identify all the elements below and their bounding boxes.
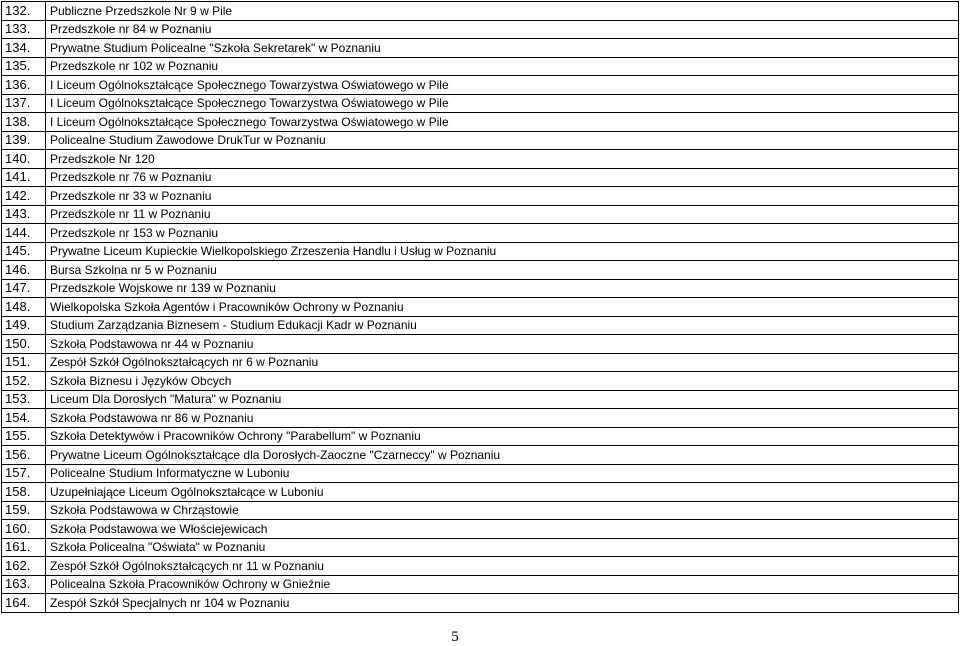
institution-name: Szkoła Detektywów i Pracowników Ochrony "Parabellum" w Poznaniu bbox=[46, 427, 959, 446]
row-number: 145. bbox=[2, 242, 46, 261]
row-number: 161. bbox=[2, 538, 46, 557]
row-number: 135. bbox=[2, 57, 46, 76]
institution-name: Zespół Szkół Ogólnokształcących nr 11 w Poznaniu bbox=[46, 557, 959, 576]
row-number: 162. bbox=[2, 557, 46, 576]
table-row bbox=[2, 372, 959, 391]
table-row bbox=[2, 501, 959, 520]
table-row bbox=[2, 187, 959, 206]
row-number: 134. bbox=[2, 39, 46, 58]
table-row bbox=[2, 557, 959, 576]
institution-name: Przedszkole nr 33 w Poznaniu bbox=[46, 187, 959, 206]
row-number: 159. bbox=[2, 501, 46, 520]
institution-name: Policealne Studium Zawodowe DrukTur w Poznaniu bbox=[46, 131, 959, 150]
table-row bbox=[2, 2, 959, 21]
school-list-table bbox=[1, 1, 959, 613]
institution-name: Przedszkole nr 11 w Poznaniu bbox=[46, 205, 959, 224]
row-number: 149. bbox=[2, 316, 46, 335]
institution-name: Policealna Szkoła Pracowników Ochrony w Gnieźnie bbox=[46, 575, 959, 594]
institution-name: Szkoła Policealna "Oświata" w Poznaniu bbox=[46, 538, 959, 557]
table-row bbox=[2, 538, 959, 557]
row-number: 158. bbox=[2, 483, 46, 502]
table-row bbox=[2, 520, 959, 539]
row-number: 146. bbox=[2, 261, 46, 280]
institution-name: Szkoła Podstawowa nr 44 w Poznaniu bbox=[46, 335, 959, 354]
table-row bbox=[2, 261, 959, 280]
table-row bbox=[2, 316, 959, 335]
row-number: 144. bbox=[2, 224, 46, 243]
institution-name: Przedszkole Nr 120 bbox=[46, 150, 959, 169]
row-number: 152. bbox=[2, 372, 46, 391]
row-number: 160. bbox=[2, 520, 46, 539]
row-number: 136. bbox=[2, 76, 46, 95]
table-row bbox=[2, 76, 959, 95]
table-row bbox=[2, 446, 959, 465]
institution-name: Zespół Szkół Ogólnokształcących nr 6 w Poznaniu bbox=[46, 353, 959, 372]
institution-name: Przedszkole Wojskowe nr 139 w Poznaniu bbox=[46, 279, 959, 298]
table-row bbox=[2, 150, 959, 169]
institution-name: Zespół Szkół Specjalnych nr 104 w Poznaniu bbox=[46, 594, 959, 613]
institution-name: Wielkopolska Szkoła Agentów i Pracowników Ochrony w Poznaniu bbox=[46, 298, 959, 317]
row-number: 151. bbox=[2, 353, 46, 372]
table-row bbox=[2, 298, 959, 317]
table-row bbox=[2, 427, 959, 446]
institution-name: Szkoła Podstawowa we Włościejewicach bbox=[46, 520, 959, 539]
institution-name: Studium Zarządzania Biznesem - Studium Edukacji Kadr w Poznaniu bbox=[46, 316, 959, 335]
table-row bbox=[2, 224, 959, 243]
institution-name: Publiczne Przedszkole Nr 9 w Pile bbox=[46, 2, 959, 21]
institution-name: Prywatne Liceum Kupieckie Wielkopolskiego Zrzeszenia Handlu i Usług w Poznaniu bbox=[46, 242, 959, 261]
table-row bbox=[2, 483, 959, 502]
institution-name: Prywatne Liceum Ogólnokształcące dla Dorosłych-Zaoczne "Czarneccy" w Poznaniu bbox=[46, 446, 959, 465]
row-number: 139. bbox=[2, 131, 46, 150]
row-number: 156. bbox=[2, 446, 46, 465]
table-row bbox=[2, 39, 959, 58]
row-number: 150. bbox=[2, 335, 46, 354]
row-number: 153. bbox=[2, 390, 46, 409]
row-number: 137. bbox=[2, 94, 46, 113]
table-row bbox=[2, 575, 959, 594]
institution-name: I Liceum Ogólnokształcące Społecznego Towarzystwa Oświatowego w Pile bbox=[46, 76, 959, 95]
table-row bbox=[2, 279, 959, 298]
institution-name: Szkoła Biznesu i Języków Obcych bbox=[46, 372, 959, 391]
row-number: 133. bbox=[2, 20, 46, 39]
row-number: 148. bbox=[2, 298, 46, 317]
row-number: 140. bbox=[2, 150, 46, 169]
row-number: 154. bbox=[2, 409, 46, 428]
row-number: 143. bbox=[2, 205, 46, 224]
institution-name: Uzupełniające Liceum Ogólnokształcące w Luboniu bbox=[46, 483, 959, 502]
institution-name: Policealne Studium Informatyczne w Luboniu bbox=[46, 464, 959, 483]
institution-name: Przedszkole nr 76 w Poznaniu bbox=[46, 168, 959, 187]
table-row bbox=[2, 168, 959, 187]
institution-name: I Liceum Ogólnokształcące Społecznego Towarzystwa Oświatowego w Pile bbox=[46, 94, 959, 113]
table-row bbox=[2, 94, 959, 113]
row-number: 142. bbox=[2, 187, 46, 206]
institution-name: Przedszkole nr 102 w Poznaniu bbox=[46, 57, 959, 76]
table-row bbox=[2, 57, 959, 76]
institution-name: Szkoła Podstawowa nr 86 w Poznaniu bbox=[46, 409, 959, 428]
table-row bbox=[2, 242, 959, 261]
institution-name: I Liceum Ogólnokształcące Społecznego Towarzystwa Oświatowego w Pile bbox=[46, 113, 959, 132]
row-number: 164. bbox=[2, 594, 46, 613]
institution-name: Prywatne Studium Policealne "Szkoła Sekretarek" w Poznaniu bbox=[46, 39, 959, 58]
table-row bbox=[2, 20, 959, 39]
table-row bbox=[2, 409, 959, 428]
table-row bbox=[2, 113, 959, 132]
table-row bbox=[2, 131, 959, 150]
table-row bbox=[2, 464, 959, 483]
row-number: 132. bbox=[2, 2, 46, 21]
row-number: 138. bbox=[2, 113, 46, 132]
row-number: 155. bbox=[2, 427, 46, 446]
table-row bbox=[2, 353, 959, 372]
institution-name: Bursa Szkolna nr 5 w Poznaniu bbox=[46, 261, 959, 280]
institution-name: Przedszkole nr 153 w Poznaniu bbox=[46, 224, 959, 243]
institution-name: Liceum Dla Dorosłych "Matura" w Poznaniu bbox=[46, 390, 959, 409]
row-number: 163. bbox=[2, 575, 46, 594]
table-row bbox=[2, 594, 959, 613]
table-row bbox=[2, 390, 959, 409]
row-number: 157. bbox=[2, 464, 46, 483]
table-row bbox=[2, 205, 959, 224]
page-number: 5 bbox=[451, 629, 459, 645]
table-row bbox=[2, 335, 959, 354]
row-number: 141. bbox=[2, 168, 46, 187]
school-list-body bbox=[2, 2, 959, 613]
institution-name: Przedszkole nr 84 w Poznaniu bbox=[46, 20, 959, 39]
institution-name: Szkoła Podstawowa w Chrząstowie bbox=[46, 501, 959, 520]
row-number: 147. bbox=[2, 279, 46, 298]
